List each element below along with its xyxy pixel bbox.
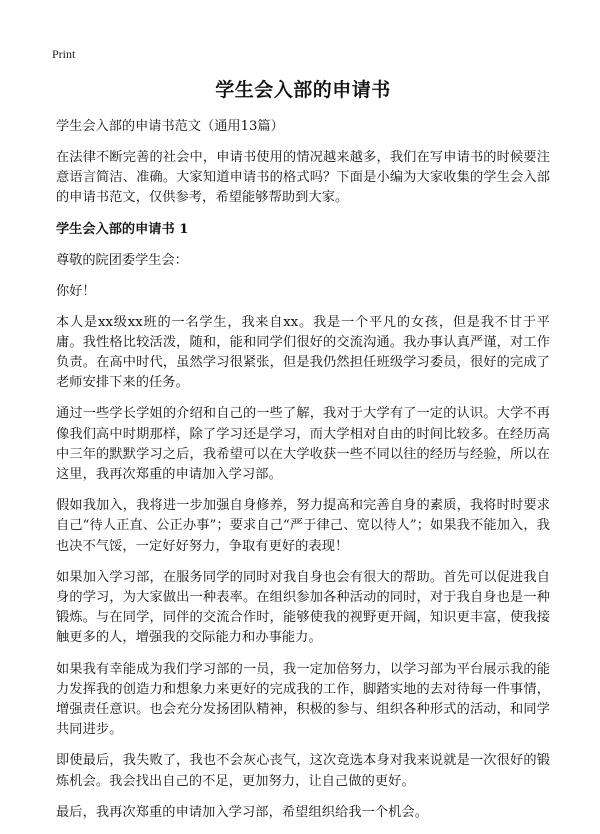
body-paragraph: 最后，我再次郑重的申请加入学习部，希望组织给我一个机会。 <box>56 804 429 820</box>
document-body <box>56 76 550 834</box>
intro-paragraph: 在法律不断完善的社会中，申请书使用的情况越来越多，我们在写申请书的时候要注意语言简洁、准确。大家知道申请书的格式吗？下面是小编为大家收集的学生会入部的申请书范文，仅供参考，希望能够帮助到大家。 <box>56 150 550 206</box>
body-paragraph: 通过一些学长学姐的介绍和自己的一些了解，我对于大学有了一定的认识。大学不再像我们高中时期那样，除了学习还是学习，而大学相对自由的时间比较多。在经历高中三年的默默学习之后，我希望可以在大学收获一些不同以往的经历与经验，所以在这里，我再次郑重的申请加入学习部。 <box>56 406 550 483</box>
salutation: 尊敬的院团委学生会： <box>56 252 188 268</box>
body-paragraph: 本人是xx级xx班的一名学生，我来自xx。我是一个平凡的女孩，但是我不甘于平庸。我性格比较活泼，随和，能和同学们很好的交流沟通。我办事认真严谨，对工作负责。在高中时代，虽然学习很紧张，但是我仍然担任班级学习委员，很好的完成了老师安排下来的任务。 <box>56 314 550 391</box>
document-subtitle: 学生会入部的申请书范文（通用13篇） <box>56 119 284 134</box>
body-paragraph: 假如我加入，我将进一步加强自身修养，努力提高和完善自身的素质，我将时时要求自己“待人正直、公正办事”；要求自己“严于律己、宽以待人”；如果我不能加入，我也决不气馁，一定好好努力，争取有更好的表现！ <box>56 498 550 554</box>
body-paragraph: 即使最后，我失败了，我也不会灰心丧气，这次竞选本身对我来说就是一次很好的锻炼机会。我会找出自己的不足，更加努力，让自己做的更好。 <box>56 753 550 789</box>
greeting: 你好！ <box>56 283 96 299</box>
document-title: 学生会入部的申请书 <box>215 79 391 101</box>
body-paragraph: 如果加入学习部，在服务同学的同时对我自身也会有很大的帮助。首先可以促进我自身的学习，为大家做出一种表率。在组织参加各种活动的同时，对于我自身也是一种锻炼。与在同学，同伴的交流合作时，能够使我的视野更开阔，知识更丰富，使我接触更多的人，增强我的交际能力和办事能力。 <box>56 569 550 646</box>
section-heading: 学生会入部的申请书 1 <box>56 221 189 237</box>
body-paragraph: 如果我有幸能成为我们学习部的一员，我一定加倍努力，以学习部为平台展示我的能力发挥我的创造力和想象力来更好的完成我的工作，脚踏实地的去对待每一件事情，增强责任意识。也会充分发扬团队精神，积极的参与、组织各种形式的活动，和同学共同进步。 <box>56 661 550 738</box>
print-link[interactable]: Print <box>52 47 76 61</box>
